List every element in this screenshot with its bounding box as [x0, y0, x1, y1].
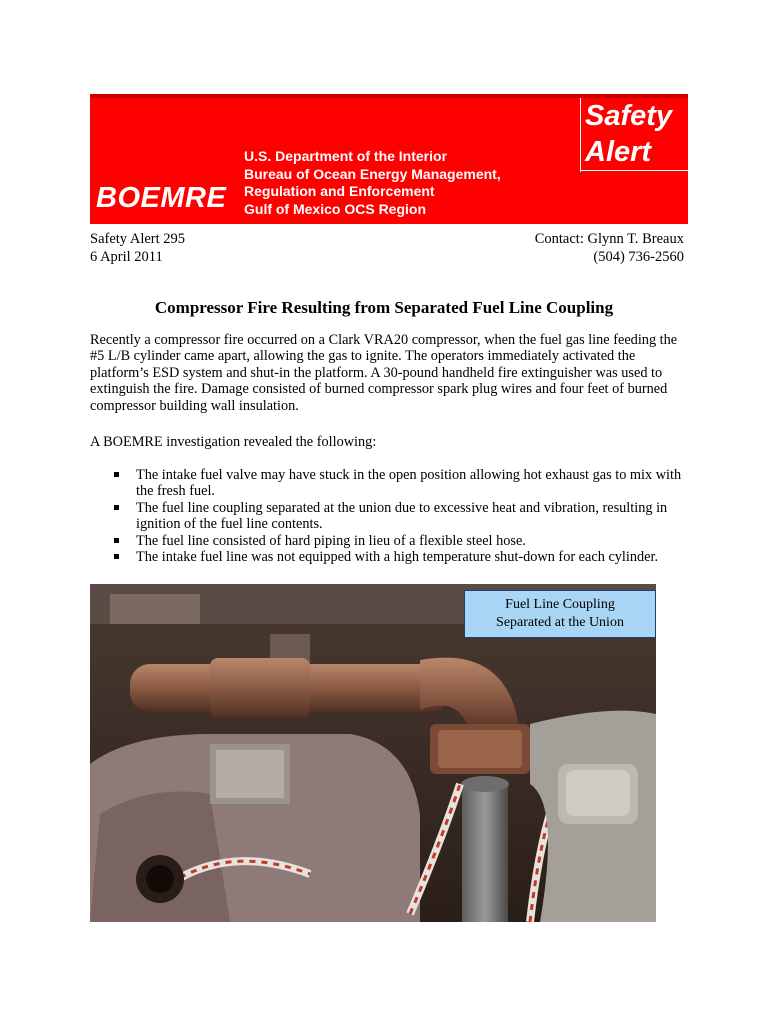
findings-intro: A BOEMRE investigation revealed the following: [90, 434, 377, 450]
callout-line: Separated at the Union [496, 615, 624, 630]
findings-list [114, 467, 684, 565]
list-item: The fuel line coupling separated at the union due to excessive heat and vibration, resulting in ignition of the fuel line contents. [114, 500, 684, 533]
safety-alert-line: Safety [585, 100, 673, 132]
agency-line: Gulf of Mexico OCS Region [244, 200, 427, 217]
intro-paragraph: Recently a compressor fire occurred on a Clark VRA20 compressor, when the fuel gas line feeding the #5 L/B cylinder came apart, allowing the gas to ignite. The operators immediately activated the platform’s ESD system and shut-in the platform. A 30-pound handheld fire extinguisher was used to extinguish the fire. Damage consisted of burned compressor spark plug wires and four feet of burned compressor building wall insulation. [90, 332, 678, 414]
contact-phone: (504) 736-2560 [593, 249, 684, 265]
contact-name: Contact: Glynn T. Breaux [534, 231, 684, 247]
safety-alert-box [580, 98, 685, 172]
list-item: The intake fuel valve may have stuck in the open position allowing hot exhaust gas to mix with the fresh fuel. [114, 467, 684, 500]
contact-info [535, 230, 684, 266]
agency-name [244, 148, 544, 218]
agency-acronym: BOEMRE [96, 182, 227, 214]
alert-number: Safety Alert 295 [90, 231, 186, 247]
safety-alert-label [585, 98, 672, 170]
list-item: The fuel line consisted of hard piping in lieu of a flexible steel hose. [114, 533, 684, 549]
list-item: The intake fuel line was not equipped with a high temperature shut-down for each cylinder. [114, 549, 684, 565]
alert-meta [90, 230, 185, 266]
callout-line: Fuel Line Coupling [505, 597, 615, 612]
safety-alert-underline [580, 170, 688, 171]
alert-date: 6 April 2011 [90, 249, 163, 265]
header-banner [90, 94, 688, 224]
agency-line: Regulation and Enforcement [244, 183, 435, 199]
safety-alert-line: Alert [585, 136, 652, 168]
document-title: Compressor Fire Resulting from Separated Fuel Line Coupling [154, 298, 614, 317]
photo-callout [464, 590, 656, 638]
agency-line: Bureau of Ocean Energy Management, [244, 165, 501, 182]
agency-line: U.S. Department of the Interior [244, 148, 448, 164]
